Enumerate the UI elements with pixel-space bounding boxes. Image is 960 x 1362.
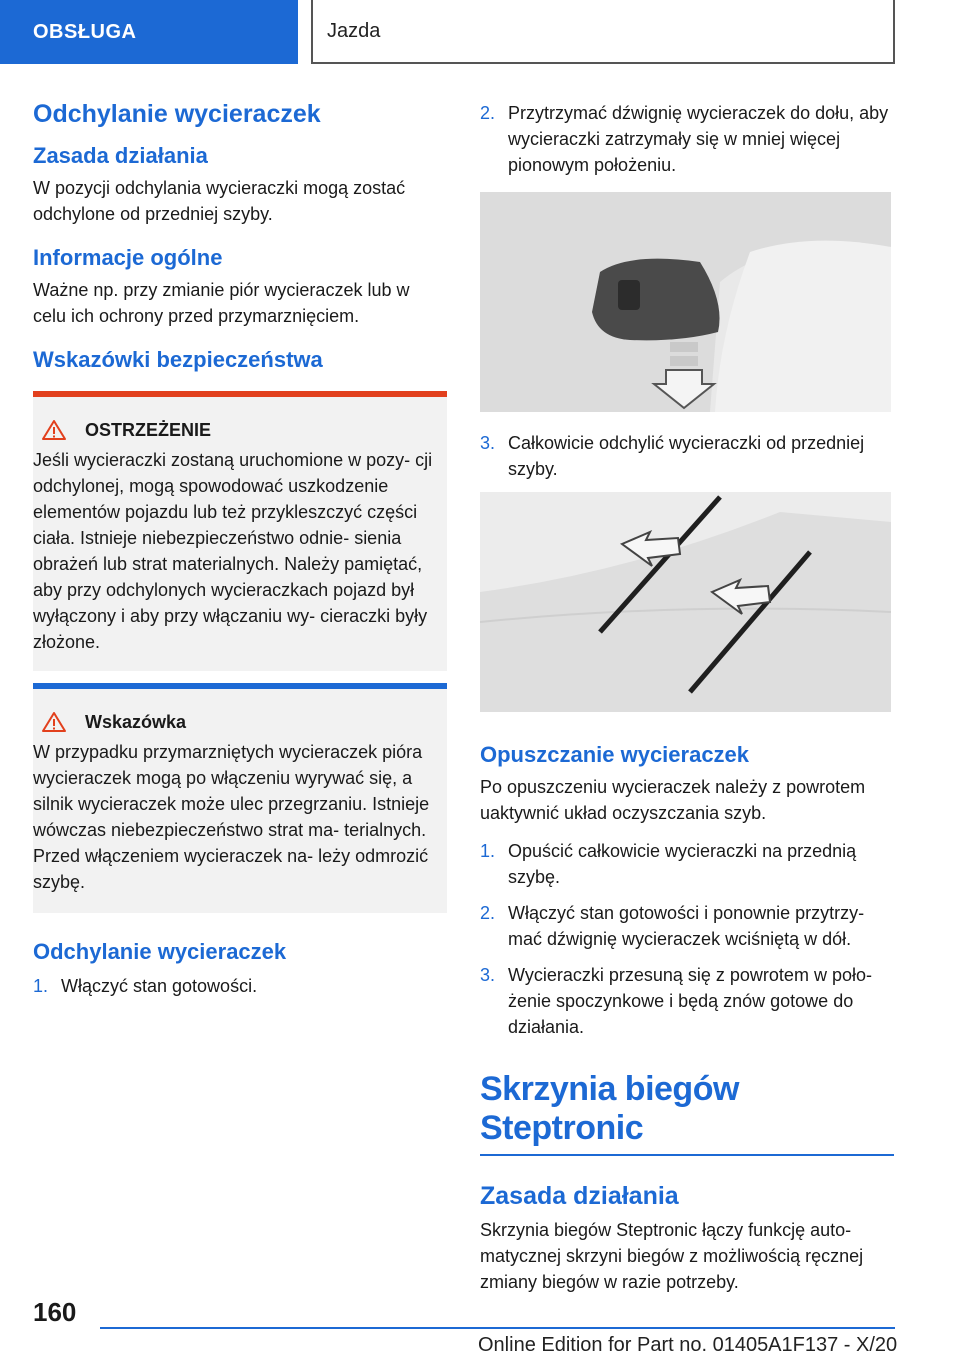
principle-heading: Zasada działania — [33, 143, 208, 168]
list-item — [33, 973, 447, 999]
warning-box — [33, 397, 447, 671]
step-number: 2. — [480, 103, 496, 123]
step-text: Całkowicie odchylić wycieraczki od przedniej szyby. — [508, 433, 865, 479]
step-text: Opuścić całkowicie wycieraczki na przednią szybę. — [508, 841, 857, 887]
right-column — [480, 100, 894, 1313]
warning-triangle-icon — [41, 419, 67, 441]
warning-text: Jeśli wycieraczki zostaną uruchomione w pozy- cji odchylonej, mogą spowodować uszkodzenie elementów pojazdu lub też przykleszczyć części ciała. Istnieje niebezpieczeństwo odnie- sienia obrażeń lub strat materialnych. Należy pamiętać, aby przy odchylonych wycieraczkach pojazd był wyłączony i aby przy włączaniu wy- cieraczki były złożone. — [33, 450, 433, 652]
safety-heading: Wskazówki bezpieczeństwa — [33, 347, 323, 372]
footer-rule — [100, 1327, 895, 1329]
lower-text: Po opuszczeniu wycieraczek należy z powrotem uaktywnić układ oczyszczania szyb. — [480, 777, 866, 823]
section-label: OBSŁUGA — [33, 20, 137, 43]
chapter-label: Jazda — [327, 19, 381, 42]
warning-title: OSTRZEŻENIE — [85, 419, 212, 440]
section-tab — [0, 0, 298, 64]
footer-edition: Online Edition for Part no. 01405A1F137 - X/20 — [478, 1334, 898, 1356]
list-item — [480, 962, 894, 1040]
note-title: Wskazówka — [85, 711, 187, 732]
gear-principle-text: Skrzynia biegów Steptronic łączy funkcję auto- matycznej skrzyni biegów z możliwością ręcznej zmiany biegów w razie potrzeby. — [480, 1220, 864, 1292]
general-heading: Informacje ogólne — [33, 245, 223, 270]
note-box — [33, 689, 447, 913]
left-column — [33, 100, 447, 1009]
tilt-heading: Odchylanie wycieraczek — [33, 939, 287, 964]
step-number: 3. — [480, 965, 496, 985]
step-text: Wycieraczki przesuną się z powrotem w poło- żenie spoczynkowe i będą znów gotowe do działania. — [508, 965, 872, 1037]
section-title: Odchylanie wycieraczek — [33, 100, 321, 128]
page-number: 160 — [33, 1297, 77, 1327]
chapter-tab — [311, 0, 895, 64]
list-item — [480, 100, 894, 178]
list-item — [480, 900, 894, 952]
warning-triangle-icon — [41, 711, 67, 733]
list-item — [480, 430, 894, 482]
list-item — [480, 838, 894, 890]
windscreen-figure — [480, 492, 891, 712]
wiper-lever-figure — [480, 192, 891, 412]
lower-steps — [480, 838, 894, 1040]
lower-heading: Opuszczanie wycieraczek — [480, 742, 750, 767]
tilt-steps — [33, 973, 447, 999]
tilt-steps-continued-2 — [480, 430, 894, 482]
heading-rule — [480, 1154, 894, 1156]
wiper-lever-illustration — [480, 192, 891, 412]
general-text: Ważne np. przy zmianie piór wycieraczek lub w celu ich ochrony przed przymarznięciem. — [33, 280, 410, 326]
step-text: Włączyć stan gotowości. — [61, 976, 258, 996]
windscreen-illustration — [480, 492, 891, 712]
gear-heading: Skrzynia biegów Steptronic — [480, 1070, 739, 1147]
note-text: W przypadku przymarzniętych wycieraczek pióra wycieraczek mogą po włączeniu wyrywać się, a silnik wycieraczek może ulec przegrzaniu. Istnieje wówczas niebezpieczeństwo strat ma- terialnych. Przed włączeniem wycieraczek na- leży odmrozić szybę. — [33, 742, 430, 892]
step-text: Przytrzymać dźwignię wycieraczek do dołu, aby wycieraczki zatrzymały się w mniej więcej pionowym położeniu. — [508, 103, 889, 175]
step-number: 1. — [33, 976, 49, 996]
step-number: 3. — [480, 433, 496, 453]
step-number: 2. — [480, 903, 496, 923]
step-number: 1. — [480, 841, 496, 861]
gear-principle-heading: Zasada działania — [480, 1182, 679, 1210]
principle-text: W pozycji odchylania wycieraczki mogą zostać odchylone od przedniej szyby. — [33, 178, 406, 224]
tilt-steps-continued — [480, 100, 894, 178]
step-text: Włączyć stan gotowości i ponownie przytrzy- mać dźwignię wycieraczek wciśniętą w dół. — [508, 903, 865, 949]
